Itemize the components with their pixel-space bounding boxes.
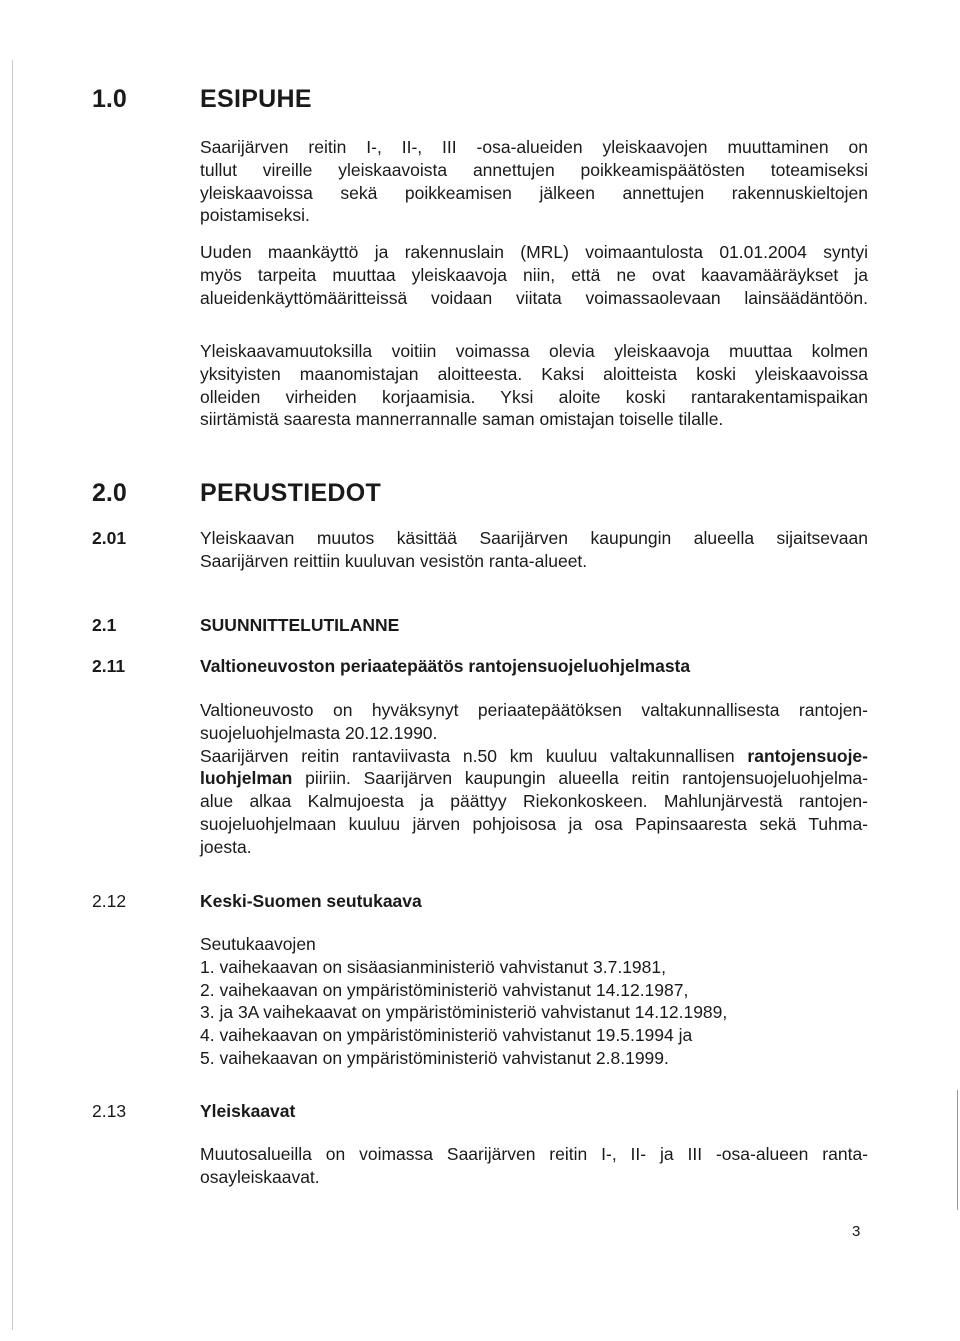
section-2-1-title: SUUNNITTELUTILANNE	[200, 615, 400, 635]
section-1-title: ESIPUHE	[200, 85, 312, 113]
section-2-number: 2.0	[92, 479, 127, 507]
section-2-title: PERUSTIEDOT	[200, 479, 382, 507]
section-2-13-title: Yleiskaavat	[200, 1101, 296, 1121]
section-2-11-number: 2.11	[92, 656, 126, 676]
section-2-1-number: 2.1	[92, 615, 117, 635]
page-number: 3	[852, 1223, 861, 1240]
section-2-12-number: 2.12	[92, 891, 127, 911]
section-2-12-list: Seutukaavojen 1. vaihekaavan on sisäasianministeriö vahvistanut 3.7.1981, 2. vaihekaavan on ympäristöministeriö vahvistanut 14.12.1987, 3. ja 3A vaihekaavat on ympäristöministeriö vahvistanut 14.12.1989, 4. vaihekaavan on ympäristöministeriö vahvistanut 19.5.1994 ja 5. vaihekaavan on ympäristöministeriö vahvistanut 2.8.1999.	[200, 934, 728, 1068]
section-2-01-number: 2.01	[92, 528, 127, 548]
highlight-luohjelman: luohjelman	[200, 768, 293, 789]
section-2-13-paragraph: Muutosalueilla on voimassa Saarijärven reitin I-, II- ja III -osa-alueen ranta- osayleiskaavat.	[200, 1144, 868, 1187]
scan-edge-left	[12, 60, 13, 1330]
section-1-paragraph-3: Yleiskaavamuutoksilla voitiin voimassa olevia yleiskaavoja muuttaa kolmen yksityisten maanomistajan aloitteesta. Kaksi aloitteista koski yleiskaavoissa olleiden virheiden korjaamisia. Yksi aloite koski rantarakentamispaikan siirtämistä saaresta mannerrannalle saman omistajan toiselle tilalle.	[200, 341, 868, 430]
highlight-rantojensuoje: rantojensuoje-	[747, 745, 868, 766]
section-2-11-paragraph: Valtioneuvosto on hyväksynyt periaatepäätöksen valtakunnallisesta rantojen- suojeluohjelmasta 20.12.1990. Saarijärven reitin rantaviivasta n.50 km kuuluu valtakunnallisen rantojensuoje- luohjelman piiriin. Saarijärven kaupungin alueella reitin rantojensuojeluohjelma- alue alkaa Kalmujoesta ja päättyy Riekonkoskeen. Mahlunjärvestä rantojen- suojeluohjelmaan kuuluu järven pohjoisosa ja osa Papinsaaresta sekä Tuhma- joesta.	[200, 700, 868, 857]
section-2-13-number: 2.13	[92, 1101, 127, 1121]
section-2-12-title: Keski-Suomen seutukaava	[200, 891, 422, 911]
section-2-01-paragraph: Yleiskaavan muutos käsittää Saarijärven kaupungin alueella sijaitsevaan Saarijärven reittiin kuuluvan vesistön ranta-alueet.	[200, 528, 868, 571]
scan-edge-right	[957, 1090, 958, 1210]
section-1-paragraph-2: Uuden maankäyttö ja rakennuslain (MRL) voimaantulosta 01.01.2004 syntyi myös tarpeita muuttaa yleiskaavoja niin, että ne ovat kaavamääräykset ja alueidenkäyttömääritteissä voidaan viitata voimassaolevaan lainsäädäntöön.	[200, 242, 868, 308]
section-1-paragraph-1: Saarijärven reitin I-, II-, III -osa-alueiden yleiskaavojen muuttaminen on tullut vireille yleiskaavoista annettujen poikkeamispäätösten toteamiseksi yleiskaavoissa sekä poikkeamisen jälkeen annettujen rakennuskieltojen poistamiseksi.	[200, 137, 868, 226]
section-1-number: 1.0	[92, 85, 127, 113]
section-2-11-title: Valtioneuvoston periaatepäätös rantojensuojeluohjelmasta	[200, 656, 691, 676]
